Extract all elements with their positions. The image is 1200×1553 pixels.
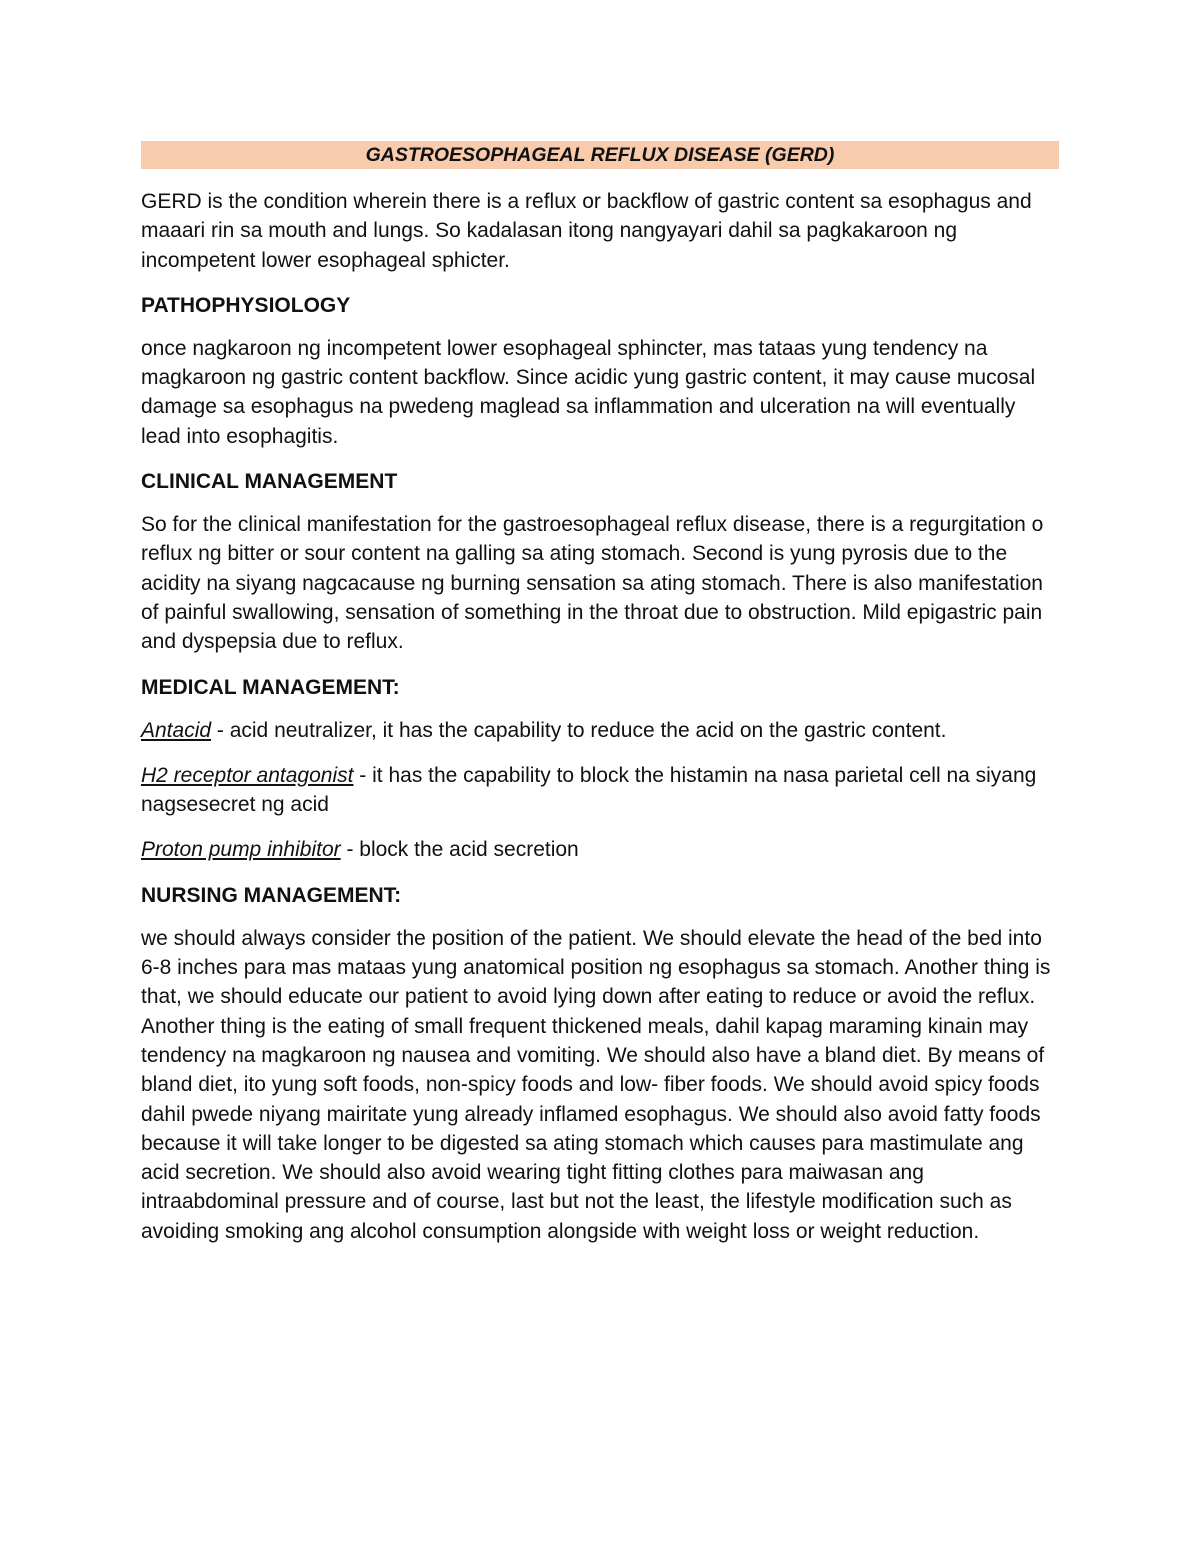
document-page [141,141,1059,1262]
pathophysiology-heading: PATHOPHYSIOLOGY [141,293,351,317]
medical-term-description: - it has the capability to block the histamin na nasa parietal cell na siyang nagsesecret ng acid [141,763,1037,817]
medical-term-description: - block the acid secretion [340,838,579,862]
medical-term: Antacid [141,718,212,742]
medical-item-h2-receptor-antagonist [141,761,1059,820]
clinical-management-heading: CLINICAL MANAGEMENT [141,470,398,494]
intro-paragraph: GERD is the condition wherein there is a reflux or backflow of gastric content sa esophagus and maaari rin sa mouth and lungs. So kadalasan itong nangyayari dahil sa pagkakaroon ng incompetent lower esophageal sphicter. [141,190,1032,272]
nursing-management-paragraph: we should always consider the position of the patient. We should elevate the head of the bed into 6-8 inches para mas mataas yung anatomical position ng esophagus sa stomach. Another thing is that, we should educate our patient to avoid lying down after eating to reduce or avoid the reflux. Another thing is the eating of small frequent thickened meals, dahil kapag maraming kinain may tendency na magkaroon ng nausea and vomiting. We should also have a bland diet. By means of bland diet, ito yung soft foods, non-spicy foods and low- fiber foods. We should avoid spicy foods dahil pwede niyang mairitate yung already inflamed esophagus. We should also avoid fatty foods because it will take longer to be digested sa ating stomach which causes para mastimulate ang acid secretion. We should also avoid wearing tight fitting clothes para maiwasan ang intraabdominal pressure and of course, last but not the least, the lifestyle modification such as avoiding smoking ang alcohol consumption alongside with weight loss or weight reduction. [141,926,1051,1243]
medical-term: H2 receptor antagonist [141,763,354,787]
document-title: GASTROESOPHAGEAL REFLUX DISEASE (GERD) [141,141,1059,169]
medical-item-proton-pump-inhibitor [141,835,1059,864]
medical-term: Proton pump inhibitor [141,838,341,862]
pathophysiology-paragraph: once nagkaroon ng incompetent lower esophageal sphincter, mas tataas yung tendency na magkaroon ng gastric content backflow. Since acidic yung gastric content, it may cause mucosal damage sa esophagus na pwedeng maglead sa inflammation and ulceration na will eventually lead into esophagitis. [141,336,1036,448]
nursing-management-heading: NURSING MANAGEMENT: [141,883,402,907]
medical-management-heading: MEDICAL MANAGEMENT: [141,675,400,699]
medical-item-antacid [141,716,1059,745]
medical-term-description: - acid neutralizer, it has the capability to reduce the acid on the gastric content. [211,718,947,742]
clinical-management-paragraph: So for the clinical manifestation for the gastroesophageal reflux disease, there is a regurgitation o reflux ng bitter or sour content na galling sa ating stomach. Second is yung pyrosis due to the acidity na siyang nagcacause ng burning sensation sa ating stomach. There is also manifestation of painful swallowing, sensation of something in the throat due to obstruction. Mild epigastric pain and dyspepsia due to reflux. [141,513,1044,654]
